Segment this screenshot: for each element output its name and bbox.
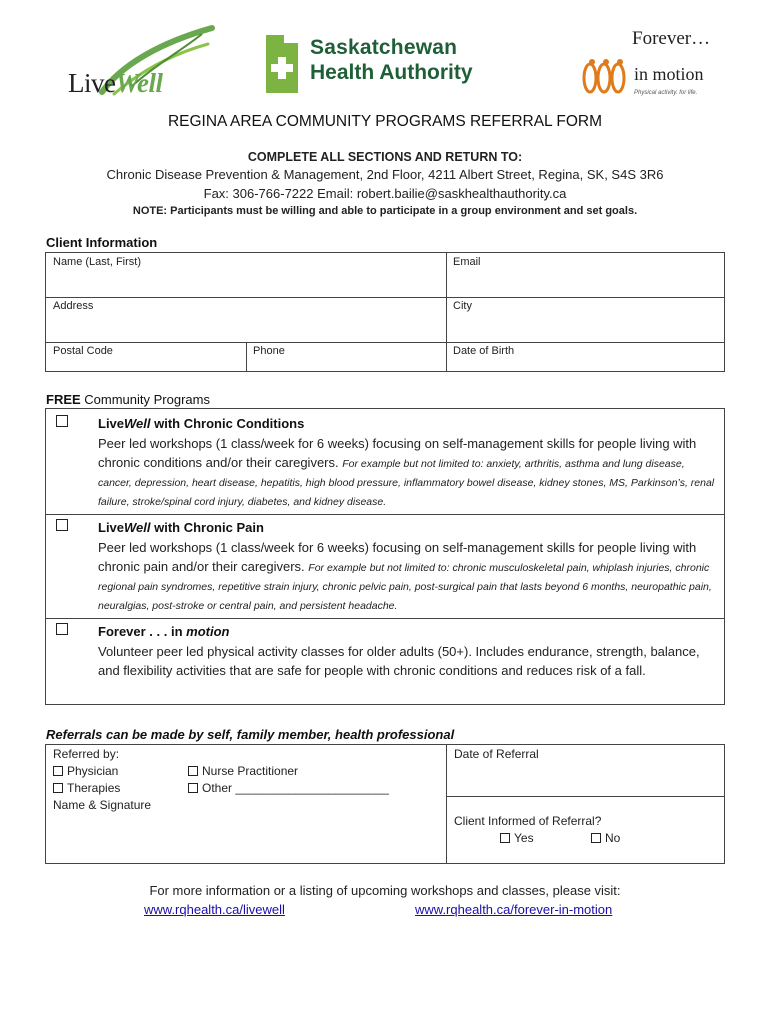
program-forever-in-motion-desc: Volunteer peer led physical activity classes for older adults (50+). Includes endurance, strength, balance, and flexibility activities that are safe for people with chronic conditions and reduces risk of a fall. — [98, 644, 700, 678]
programs-heading: FREE Community Programs — [46, 392, 210, 407]
nurse-practitioner-option[interactable]: Nurse Practitioner — [188, 764, 298, 778]
form-title: REGINA AREA COMMUNITY PROGRAMS REFERRAL FORM — [167, 113, 603, 130]
livewell-link[interactable]: www.rqhealth.ca/livewell — [144, 902, 285, 917]
programs-table — [45, 408, 725, 705]
program-livewell-pain-checkbox[interactable] — [56, 519, 68, 531]
nurse-practitioner-checkbox[interactable] — [188, 766, 198, 776]
program-livewell-conditions-checkbox[interactable] — [56, 415, 68, 427]
physician-checkbox[interactable] — [53, 766, 63, 776]
sha-logo-line2: Health Authority — [310, 61, 473, 84]
phone-field[interactable] — [246, 342, 446, 371]
livewell-logo — [62, 24, 222, 100]
name-label: Name (Last, First) — [53, 256, 142, 268]
program-livewell-conditions-title: LiveWell with Chronic Conditions — [98, 416, 305, 431]
therapies-option[interactable]: Therapies — [53, 781, 120, 795]
informed-yes-option[interactable]: Yes — [500, 831, 534, 845]
program-forever-in-motion-checkbox[interactable] — [56, 623, 68, 635]
table-divider — [46, 618, 724, 619]
program-livewell-pain-title: LiveWell with Chronic Pain — [98, 520, 264, 535]
client-info-table — [45, 252, 725, 372]
therapies-checkbox[interactable] — [53, 783, 63, 793]
fim-figures-icon — [578, 56, 634, 100]
referral-heading: Referrals can be made by self, family member, health professional — [46, 727, 455, 742]
date-of-referral-label: Date of Referral — [454, 747, 539, 761]
participant-note: NOTE: Participants must be willing and able to participate in a group environment and set goals. — [132, 205, 638, 217]
fim-forever-text: Forever… — [632, 28, 711, 49]
sha-logo — [262, 33, 492, 97]
complete-instruction: COMPLETE ALL SECTIONS AND RETURN TO: — [247, 150, 523, 164]
postal-code-label: Postal Code — [53, 345, 113, 357]
address-field[interactable] — [46, 297, 446, 342]
informed-no-option[interactable]: No — [591, 831, 620, 845]
forever-in-motion-logo — [578, 26, 718, 104]
city-field[interactable] — [446, 297, 724, 342]
name-signature-label: Name & Signature — [53, 798, 152, 812]
table-divider — [46, 514, 724, 515]
fax-email-line: Fax: 306-766-7222 Email: robert.bailie@saskhealthauthority.ca — [203, 186, 567, 201]
fim-tagline: Physical activity. for life. — [634, 90, 698, 96]
saskatchewan-badge-icon — [262, 33, 302, 95]
phone-label: Phone — [253, 345, 285, 357]
program-livewell-pain-desc: Peer led workshops (1 class/week for 6 weeks) focusing on self-management skills for people living with chronic pain and/or their caregivers. For example but not limited to: chronic musculoskeletal pain, whiplash injuries, chronic regional pain syndromes, repetitive strain injury, chronic pelvic pain, post-surgical pain that lasts beyond 6 months, neuropathic pain, neuralgias, post-stroke or central pain, and persistent headache. — [98, 540, 712, 612]
program-livewell-conditions-desc: Peer led workshops (1 class/week for 6 weeks) focusing on self-management skills for people living with chronic conditions and/or their caregivers. For example but not limited to: anxiety, arthritis, asthma and lung disease, cancer, depression, heart disease, hepatitis, high blood pressure, inflammatory bowel disease, kidney stones, MS, Parkinson’s, renal failure, stroke/spinal cord injury, diabetes, and kidney disease. — [98, 436, 715, 508]
table-divider — [446, 745, 447, 863]
email-label: Email — [453, 256, 481, 268]
livewell-logo-text: LiveWell — [68, 68, 163, 98]
email-field[interactable] — [446, 253, 724, 297]
informed-no-checkbox[interactable] — [591, 833, 601, 843]
forever-in-motion-link[interactable]: www.rqhealth.ca/forever-in-motion — [415, 902, 613, 917]
physician-option[interactable]: Physician — [53, 764, 118, 778]
table-divider — [446, 796, 724, 797]
sha-logo-line1: Saskatchewan — [310, 36, 458, 59]
date-of-birth-field[interactable] — [446, 342, 724, 371]
city-label: City — [453, 300, 472, 312]
address-label: Address — [53, 300, 94, 312]
footer-info-text: For more information or a listing of upcoming workshops and classes, please visit: — [149, 883, 621, 898]
other-checkbox[interactable] — [188, 783, 198, 793]
name-field[interactable] — [46, 253, 446, 297]
other-option[interactable]: Other _______________________ — [188, 781, 389, 795]
program-forever-in-motion-title: Forever . . . in motion — [98, 624, 230, 639]
client-info-heading: Client Information — [46, 235, 158, 250]
client-informed-label: Client Informed of Referral? — [454, 814, 602, 828]
return-address: Chronic Disease Prevention & Management, 2nd Floor, 4211 Albert Street, Regina, SK, S4S 3R6 — [106, 167, 664, 182]
postal-code-field[interactable] — [46, 342, 246, 371]
referred-by-label: Referred by: — [53, 747, 120, 761]
date-of-birth-label: Date of Birth — [453, 345, 515, 357]
referral-table — [45, 744, 725, 864]
fim-inmotion-text: in motion — [634, 64, 704, 84]
informed-yes-checkbox[interactable] — [500, 833, 510, 843]
